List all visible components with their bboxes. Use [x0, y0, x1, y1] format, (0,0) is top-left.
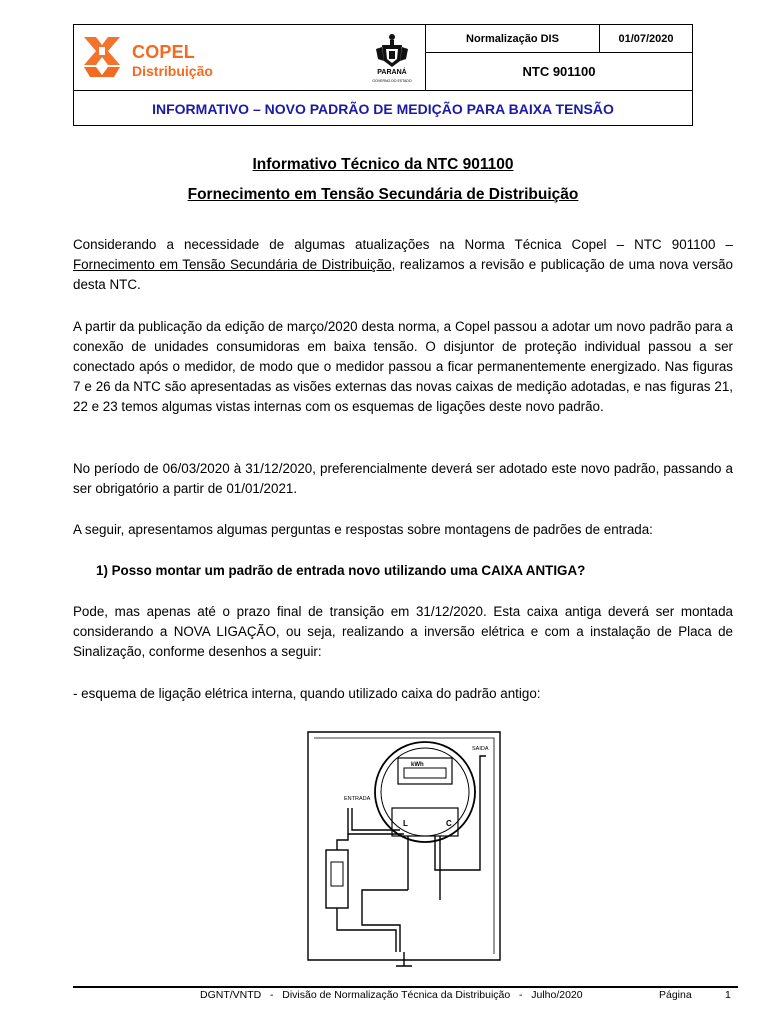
logo-cell [74, 25, 426, 90]
question-1: 1) Posso montar um padrão de entrada novo utilizando uma CAIXA ANTIGA? [96, 563, 586, 578]
footer-rule [73, 986, 738, 988]
paragraph-1 [73, 235, 733, 295]
banner-title: INFORMATIVO – NOVO PADRÃO DE MEDIÇÃO PARA BAIXA TENSÃO [74, 90, 692, 126]
saida-label: SAIDA [472, 746, 489, 752]
paragraph-3: No período de 06/03/2020 à 31/12/2020, preferencialmente deverá ser adotado este novo padrão, passando a ser obrigatório a partir de 01/01/2021. [73, 461, 733, 496]
footer-page-number: 1 [725, 989, 731, 1001]
paragraph-5: Pode, mas apenas até o prazo final de transição em 31/12/2020. Esta caixa antiga deverá ser montada considerando a NOVA LIGAÇÃO, ou seja, realizando a inversão elétrica e com a instalação de Placa de Sinalização, conforme desenhos a seguir: [73, 604, 733, 659]
title-line-2: Fornecimento em Tensão Secundária de Distribuição [187, 186, 579, 203]
header-table [73, 24, 693, 126]
paragraph-1-end: , realizamos a revisão e publicação de uma nova versão desta NTC. [73, 257, 733, 292]
terminal-l-label: L [403, 819, 408, 828]
footer-text: DGNT/VNTD - Divisão de Normalização Técnica da Distribuição - Julho/2020 [200, 989, 583, 1001]
brand-name: COPEL [132, 42, 196, 62]
paragraph-6: - esquema de ligação elétrica interna, quando utilizado caixa do padrão antigo: [73, 686, 541, 701]
entrada-label: ENTRADA [344, 796, 371, 802]
meter-label: kWh [411, 762, 424, 768]
norm-cell: Normalização DIS [426, 25, 600, 53]
wiring-diagram [300, 720, 510, 970]
date-cell: 01/07/2020 [600, 25, 692, 53]
paragraph-2: A partir da publicação da edição de março/2020 desta norma, a Copel passou a adotar um novo padrão para a conexão de unidades consumidoras em baixa tensão. O disjuntor de proteção individual passou a ser conectado após o medidor, de modo que o medidor passou a ficar permanentemente energizado. Nas figuras 7 e 26 da NTC são apresentadas as visões externas das novas caixas de medição adotadas, e nas figuras 21, 22 e 23 temos algumas vistas internas com os esquemas de ligações deste novo padrão. [73, 319, 733, 414]
terminal-c-label: C [446, 819, 452, 828]
copel-logo-icon [80, 33, 124, 79]
footer-page-label: Página [659, 989, 692, 1001]
paragraph-4: A seguir, apresentamos algumas perguntas e respostas sobre montagens de padrões de entrada: [73, 522, 653, 537]
standard-title-link: Fornecimento em Tensão Secundária de Distribuição [73, 257, 392, 272]
state-subtitle: GOVERNO DO ESTADO [372, 79, 412, 83]
paragraph-1-start: Considerando a necessidade de algumas atualizações na Norma Técnica Copel – NTC 901100 – [73, 237, 733, 252]
title-line-1: Informativo Técnico da NTC 901100 [252, 156, 514, 173]
ntc-cell: NTC 901100 [522, 64, 596, 79]
state-name: PARANÁ [377, 69, 407, 76]
brand-subtitle: Distribuição [132, 63, 213, 79]
